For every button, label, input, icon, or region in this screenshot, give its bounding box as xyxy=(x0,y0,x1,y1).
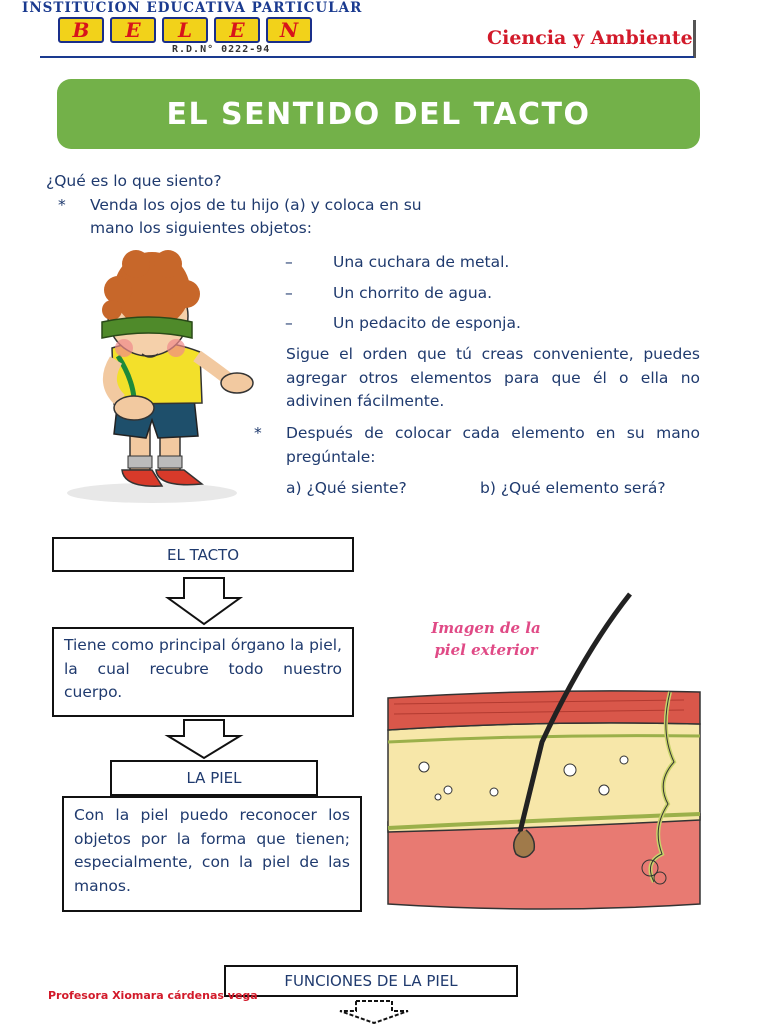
instruction-paragraph: Sigue el orden que tú creas conveniente, puedes agregar otros elementos para que él o ella no adivinen fácilmente. xyxy=(286,345,700,410)
down-arrow-icon xyxy=(164,718,244,760)
page-title: EL SENTIDO DEL TACTO xyxy=(57,79,700,149)
registration-number: R.D.N° 0222-94 xyxy=(172,44,271,55)
instruction-paragraph: Después de colocar cada elemento en su mano pregúntale: xyxy=(286,424,700,466)
down-arrow-icon xyxy=(338,999,410,1024)
question-b: b) ¿Qué elemento será? xyxy=(480,479,666,497)
item-dash: – xyxy=(285,253,293,271)
skin-function-box xyxy=(62,796,362,912)
teacher-name: Profesora Xiomara cárdenas vega xyxy=(48,989,258,1002)
blindfolded-child-illustration xyxy=(52,248,257,508)
header-divider xyxy=(693,20,696,58)
institution-name: INSTITUCION EDUCATIVA PARTICULAR xyxy=(22,0,363,16)
instruction-line: Venda los ojos de tu hijo (a) y coloca en su xyxy=(90,196,422,214)
list-item: Un pedacito de esponja. xyxy=(333,314,521,332)
skin-function-text: Con la piel puedo reconocer los objetos por la forma que tienen; especialmente, con la piel de las manos. xyxy=(74,806,350,895)
list-item: Una cuchara de metal. xyxy=(333,253,510,271)
logo-letter: N xyxy=(266,17,312,43)
caption-line: Imagen de la xyxy=(431,619,541,637)
course-name: Ciencia y Ambiente xyxy=(487,27,693,49)
logo-letter: B xyxy=(58,17,104,43)
piel-box: LA PIEL xyxy=(110,760,318,796)
header-underline xyxy=(40,56,694,58)
item-dash: – xyxy=(285,314,293,332)
logo-letter: L xyxy=(162,17,208,43)
organ-text: Tiene como principal órgano la piel, la cual recubre todo nuestro cuerpo. xyxy=(64,636,342,701)
tacto-box: EL TACTO xyxy=(52,537,354,572)
skin-cross-section-illustration xyxy=(384,592,704,912)
intro-question: ¿Qué es lo que siento? xyxy=(46,172,222,190)
logo-letter: E xyxy=(110,17,156,43)
instruction-line: mano los siguientes objetos: xyxy=(90,219,312,237)
logo-letter: E xyxy=(214,17,260,43)
caption-line: piel exterior xyxy=(434,641,538,659)
item-dash: – xyxy=(285,284,293,302)
list-item: Un chorrito de agua. xyxy=(333,284,493,302)
funciones-box: FUNCIONES DE LA PIEL xyxy=(224,965,518,997)
question-a: a) ¿Qué siente? xyxy=(286,479,407,497)
bullet-asterisk: * xyxy=(254,424,262,442)
down-arrow-icon xyxy=(164,576,244,626)
bullet-asterisk: * xyxy=(58,196,66,214)
school-logo xyxy=(58,17,312,43)
organ-box xyxy=(52,627,354,717)
